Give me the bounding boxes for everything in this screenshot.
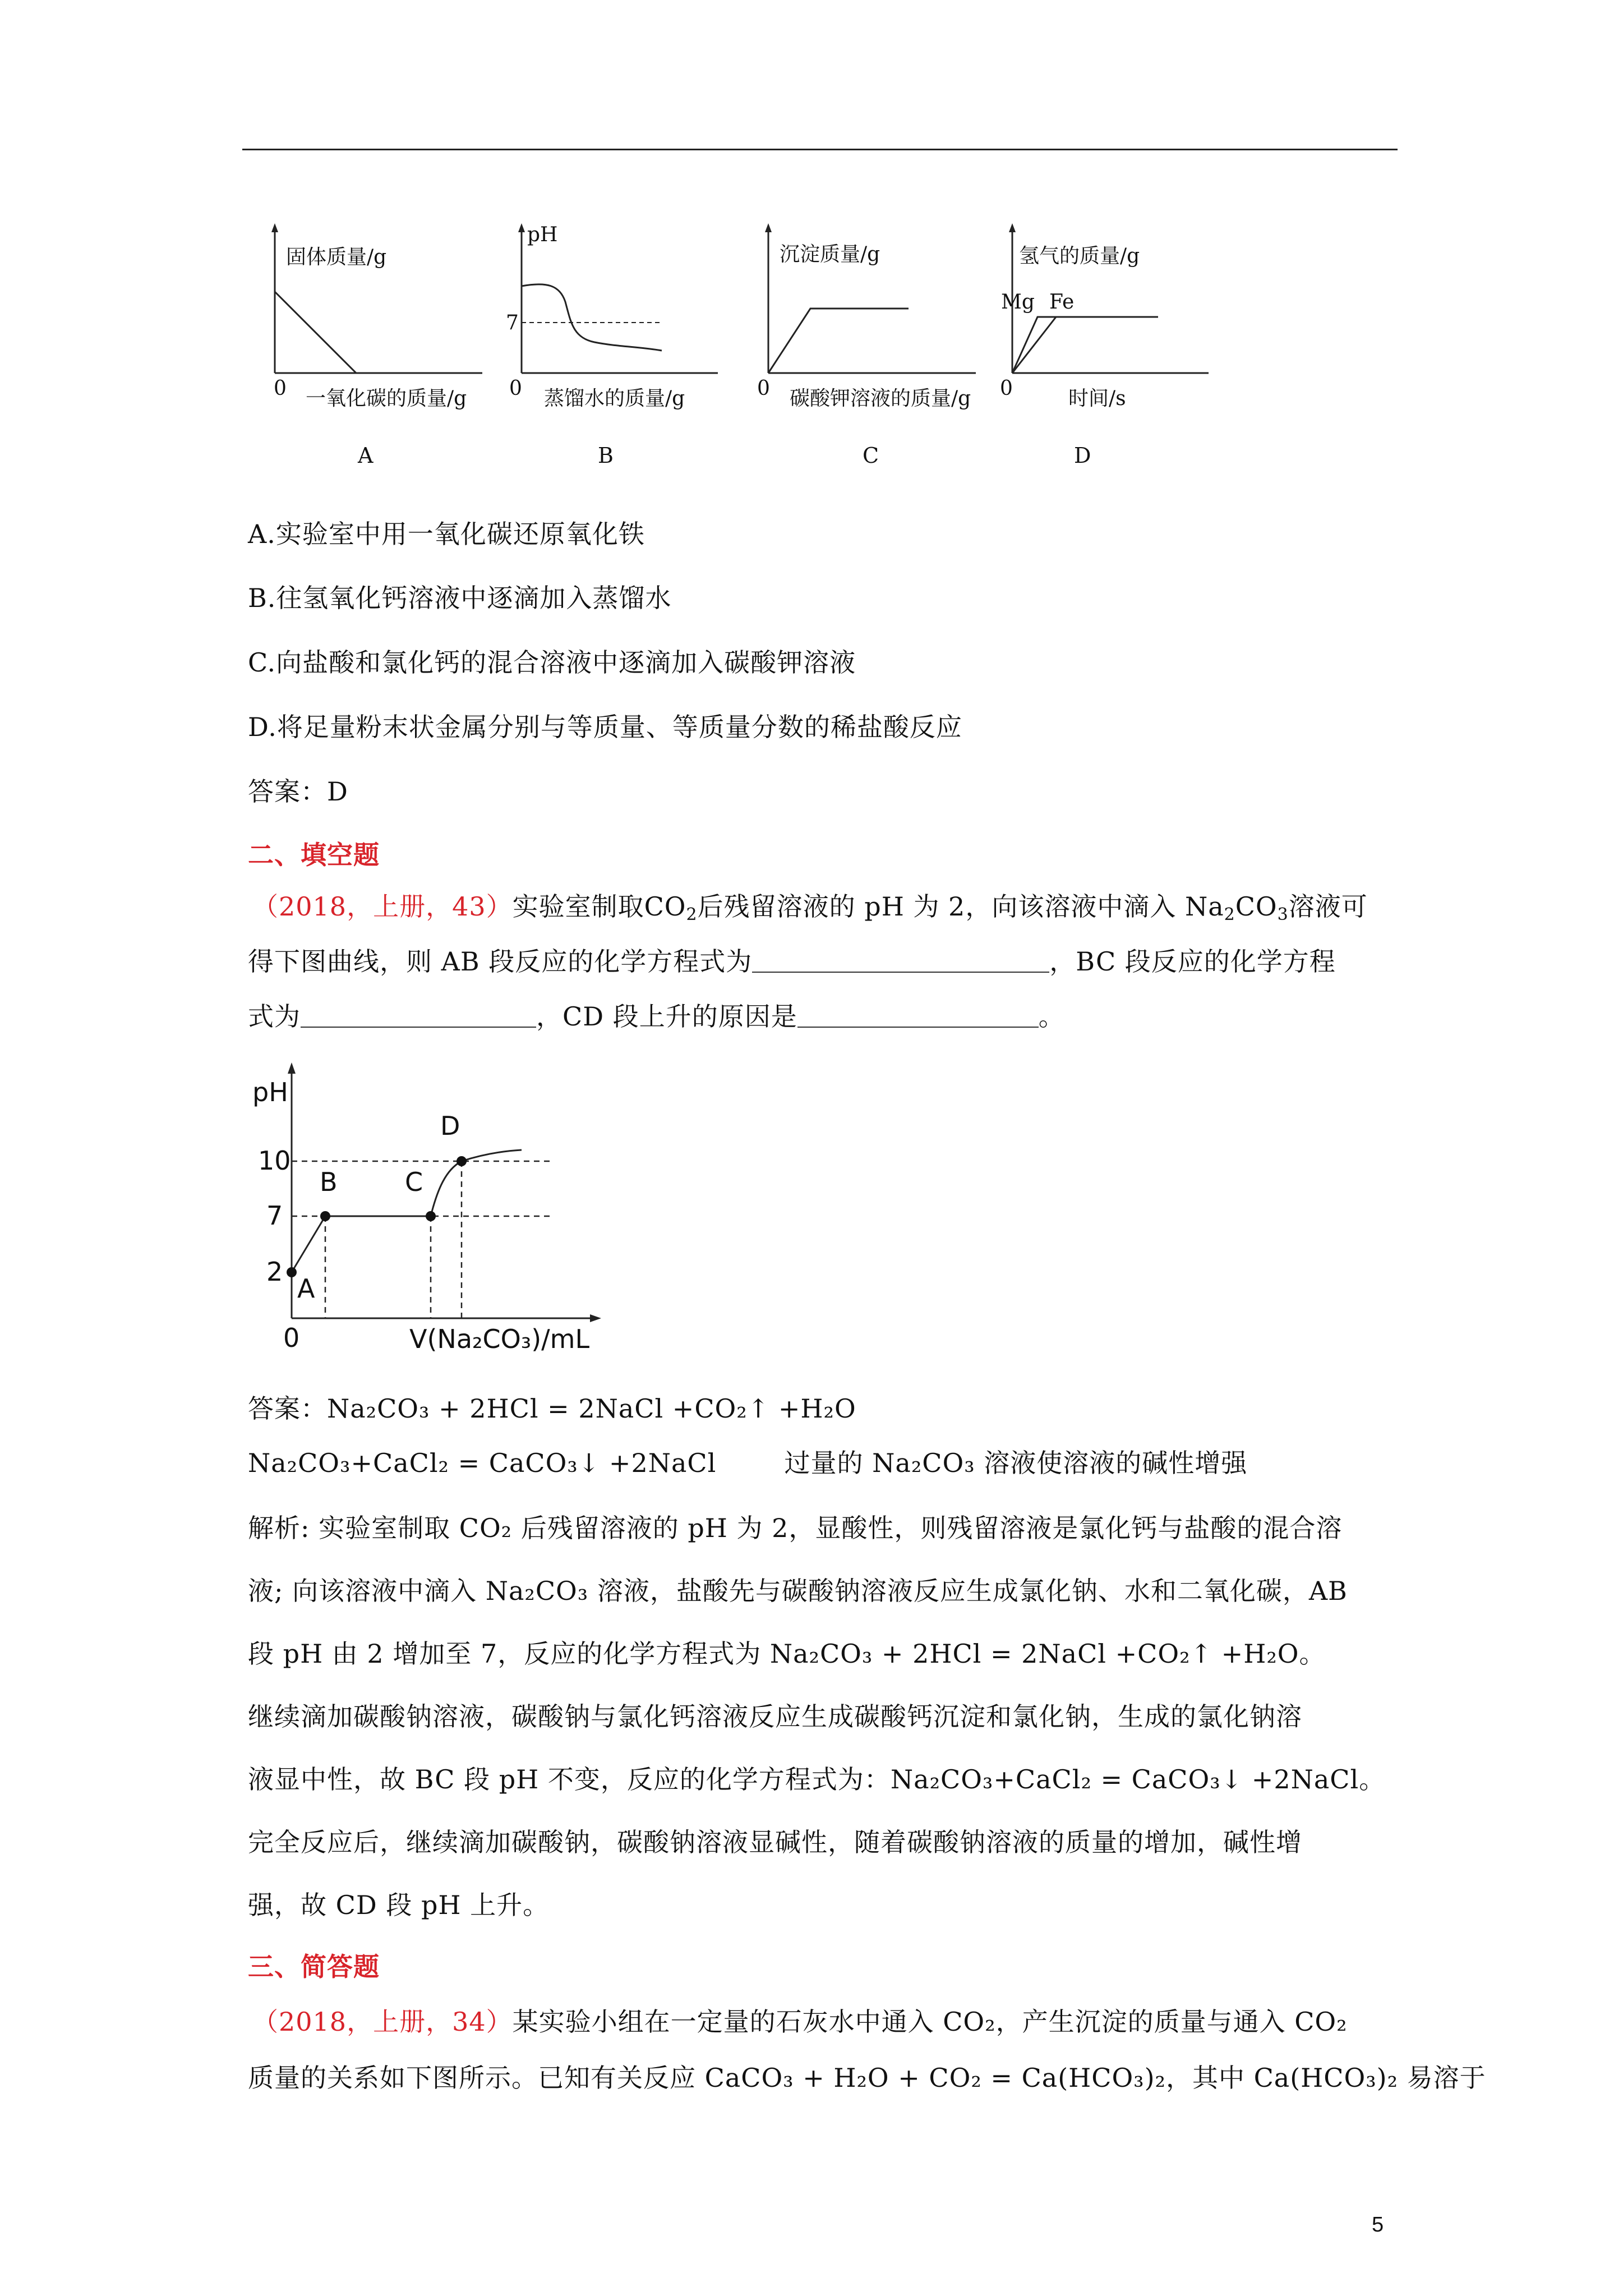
figure-c-xlabel: 碳酸钾溶液的质量/g (790, 387, 971, 410)
question-3-line-2: 质量的关系如下图所示。已知有关反应 CaCO₃ + H₂O + CO₂ = Ca(HCO₃)₂，其中 Ca(HCO₃)₂ 易溶于 (248, 2063, 1486, 2093)
figure-d-origin: 0 (1000, 377, 1013, 400)
figure-b-origin: 0 (509, 377, 522, 400)
question-2-line-3: 式为 ，CD 段上升的原因是 。 (248, 1001, 1065, 1032)
option-a: A.实验室中用一氧化碳还原氧化铁 (248, 519, 645, 549)
header-rule (242, 149, 1398, 150)
answer-2-reason: 过量的 Na₂CO₃ 溶液使溶液的碱性增强 (784, 1448, 1248, 1478)
answer-2-line-2 (248, 1443, 1247, 1480)
figure-a-ylabel: 固体质量/g (286, 246, 387, 269)
question-3-source: （2018，上册，34） (252, 2007, 513, 2037)
ph-label-d: D (440, 1111, 460, 1141)
figure-d-label-mg: Mg (1001, 291, 1035, 314)
option-b: B.往氢氧化钙溶液中逐滴加入蒸馏水 (248, 583, 672, 613)
ph-tick-2: 2 (266, 1257, 283, 1287)
blank-ab-equation[interactable] (752, 949, 1049, 973)
option-figures (247, 219, 1200, 477)
point-d (457, 1156, 467, 1166)
option-c: C.向盐酸和氯化钙的混合溶液中逐滴加入碳酸钾溶液 (248, 647, 856, 678)
ph-label-a: A (297, 1273, 315, 1304)
ph-ylabel: pH (252, 1077, 288, 1107)
question-3-line-1: （2018，上册，34）某实验小组在一定量的石灰水中通入 CO₂，产生沉淀的质量与通入 CO₂ (252, 2007, 1348, 2037)
question-2-line-2: 得下图曲线，则 AB 段反应的化学方程式为 ，BC 段反应的化学方程 (248, 946, 1336, 977)
figure-d-ylabel: 氢气的质量/g (1019, 245, 1140, 268)
figure-a-caption: A (358, 443, 374, 468)
analysis-line-1: 解析: 实验室制取 CO₂ 后残留溶液的 pH 为 2，显酸性，则残留溶液是氯化钙与盐酸的混合溶 (248, 1513, 1343, 1543)
ph-curve-plot (247, 1055, 617, 1369)
figure-d-label-fe: Fe (1049, 291, 1075, 314)
section-3-heading: 三、简答题 (248, 1952, 380, 1982)
ph-label-b: B (320, 1167, 338, 1197)
analysis-line-7: 强，故 CD 段 pH 上升。 (248, 1890, 550, 1920)
figure-a (247, 219, 482, 471)
analysis-line-6: 完全反应后，继续滴加碳酸钠，碳酸钠溶液显碱性，随着碳酸钠溶液的质量的增加，碱性增 (248, 1827, 1302, 1857)
point-b (320, 1211, 330, 1221)
question-2-source: （2018，上册，43） (252, 891, 513, 922)
figure-a-origin: 0 (274, 377, 287, 400)
answer-2-equation-2: Na₂CO₃+CaCl₂ = CaCO₃↓ +2NaCl (248, 1448, 717, 1478)
figure-c-caption: C (863, 443, 879, 468)
ph-tick-7: 7 (266, 1200, 283, 1231)
figure-b-tick-7: 7 (506, 311, 519, 334)
figure-c-ylabel: 沉淀质量/g (780, 243, 880, 266)
ph-label-c: C (405, 1167, 423, 1197)
figure-b (494, 219, 729, 471)
figure-b-caption: B (598, 443, 614, 468)
analysis-line-3: 段 pH 由 2 增加至 7，反应的化学方程式为 Na₂CO₃ + 2HCl = 2NaCl +CO₂↑ +H₂O。 (248, 1639, 1326, 1669)
figure-d-xlabel: 时间/s (1068, 387, 1126, 410)
answer-2-line-1: 答案：Na₂CO₃ + 2HCl = 2NaCl +CO₂↑ +H₂O (248, 1393, 856, 1424)
point-a (287, 1267, 297, 1277)
answer-2-equation-1: Na₂CO₃ + 2HCl = 2NaCl +CO₂↑ +H₂O (327, 1393, 856, 1424)
figure-b-ylabel: pH (527, 223, 558, 246)
ph-curve-figure (247, 1055, 617, 1369)
figure-d-caption: D (1074, 443, 1091, 468)
figure-b-xlabel: 蒸馏水的质量/g (544, 387, 685, 410)
figure-c-origin: 0 (757, 377, 770, 400)
blank-bc-equation[interactable] (301, 1004, 536, 1028)
section-2-heading: 二、填空题 (248, 840, 380, 870)
figure-a-xlabel: 一氧化碳的质量/g (306, 387, 467, 410)
blank-cd-reason[interactable] (797, 1004, 1039, 1028)
option-d: D.将足量粉末状金属分别与等质量、等质量分数的稀盐酸反应 (248, 712, 962, 742)
figure-d (984, 219, 1220, 471)
analysis-line-4: 继续滴加碳酸钠溶液，碳酸钠与氯化钙溶液反应生成碳酸钙沉淀和氯化钠，生成的氯化钠溶 (248, 1701, 1302, 1732)
page-number: 5 (1372, 2213, 1384, 2237)
answer-1: 答案：D (248, 776, 348, 807)
ph-xlabel: V(Na₂CO₃)/mL (409, 1324, 590, 1354)
question-2-line-1: （2018，上册，43）实验室制取$CO_2$后残留溶液的 pH 为 2，向该溶液中滴入 $Na_2CO_3$溶液可 (252, 891, 1368, 924)
figure-c (740, 219, 976, 471)
ph-tick-10: 10 (258, 1145, 291, 1176)
analysis-line-5: 液显中性，故 BC 段 pH 不变，反应的化学方程式为：Na₂CO₃+CaCl₂ = CaCO₃↓ +2NaCl。 (248, 1764, 1386, 1795)
analysis-line-2: 液; 向该溶液中滴入 Na₂CO₃ 溶液，盐酸先与碳酸钠溶液反应生成氯化钠、水和二氧化碳，AB (248, 1576, 1348, 1606)
ph-origin: 0 (283, 1323, 300, 1353)
point-c (426, 1211, 436, 1221)
